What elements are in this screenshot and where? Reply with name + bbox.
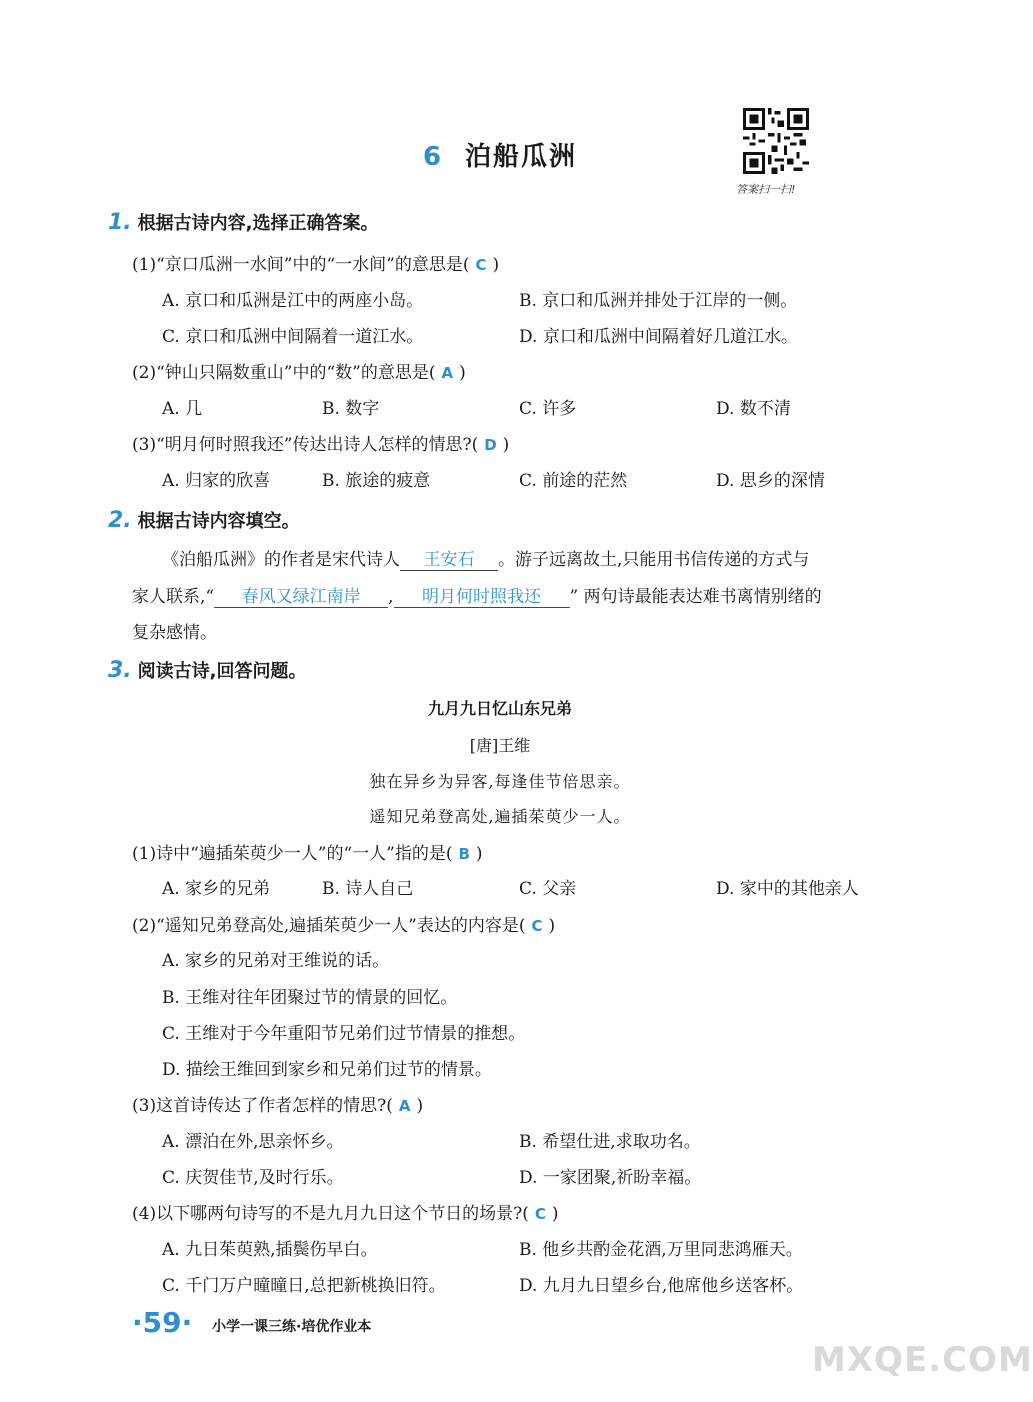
q3-1-stem: (1)诗中“遍插茱萸少一人”的“一人”指的是( B ): [132, 844, 483, 864]
poem-line: 独在异乡为异客,每逢佳节倍思亲。: [369, 772, 631, 791]
q2-line-1: 《泊船瓜洲》的作者是宋代诗人 王安石 。游子远离故土,只能用书信传递的方式与: [162, 545, 809, 571]
option[interactable]: B. 旅途的疲意: [322, 471, 431, 491]
option[interactable]: B. 诗人自己: [322, 879, 414, 899]
q1-3-stem: (3)“明月何时照我还”传达出诗人怎样的情思?( D ): [132, 435, 510, 455]
option[interactable]: B. 王维对往年团聚过节的情景的回忆。: [162, 988, 458, 1008]
section-title: 阅读古诗,回答问题。: [137, 661, 307, 682]
option[interactable]: C. 父亲: [519, 879, 577, 899]
answer: C: [534, 1205, 546, 1223]
option[interactable]: B. 希望仕进,求取功名。: [519, 1132, 701, 1152]
qr-caption: 答案扫一扫!: [736, 183, 796, 196]
section-1-heading: [108, 209, 379, 235]
option[interactable]: D. 九月九日望乡台,他席他乡送客杯。: [519, 1276, 804, 1296]
answer: C: [475, 256, 487, 274]
page-number: ·59·: [132, 1306, 193, 1339]
answer: B: [458, 845, 470, 863]
option[interactable]: A. 京口和瓜洲是江中的两座小岛。: [162, 291, 424, 311]
option[interactable]: A. 归家的欣喜: [162, 471, 271, 491]
q2-line-2: 家人联系,“ 春风又绿江南岸 , 明月何时照我还 ” 两句诗最能表达难书离情别绪的: [132, 582, 822, 608]
option[interactable]: C. 庆贺佳节,及时行乐。: [162, 1168, 344, 1188]
option[interactable]: D. 数不清: [716, 399, 791, 419]
fill-blank[interactable]: 王安石: [400, 545, 498, 571]
fill-blank[interactable]: 明月何时照我还: [394, 582, 570, 608]
section-2-heading: [108, 507, 300, 533]
section-number: 1.: [108, 210, 132, 235]
option[interactable]: A. 家乡的兄弟对王维说的话。: [162, 951, 390, 971]
q1-1-stem: (1)“京口瓜洲一水间”中的“一水间”的意思是( C ): [132, 255, 500, 275]
option[interactable]: D. 家中的其他亲人: [716, 879, 859, 899]
answer: D: [484, 436, 497, 454]
lesson-title: 泊船瓜洲: [465, 142, 578, 172]
poem-author: [唐]王维: [469, 736, 531, 755]
poem-title: 九月九日忆山东兄弟: [427, 699, 572, 718]
book-title: 小学一课三练·培优作业本: [212, 1319, 372, 1335]
qr-code-icon[interactable]: [743, 108, 809, 174]
option[interactable]: B. 数字: [322, 399, 380, 419]
option[interactable]: A. 漂泊在外,思亲怀乡。: [162, 1132, 344, 1152]
q2-line-3: 复杂感情。: [132, 623, 217, 643]
option[interactable]: A. 家乡的兄弟: [162, 879, 271, 899]
answer: A: [441, 364, 454, 382]
q3-2-stem: (2)“遥知兄弟登高处,遍插茱萸少一人”表达的内容是( C ): [132, 916, 556, 936]
q3-4-stem: (4)以下哪两句诗写的不是九月九日这个节日的场景?( C ): [132, 1204, 559, 1224]
lesson-number: 6: [422, 142, 444, 172]
section-number: 3.: [108, 658, 132, 683]
option[interactable]: C. 王维对于今年重阳节兄弟们过节情景的推想。: [162, 1024, 526, 1044]
fill-blank[interactable]: 春风又绿江南岸: [214, 582, 388, 608]
option[interactable]: B. 他乡共酌金花酒,万里同悲鸿雁天。: [519, 1240, 803, 1260]
option[interactable]: C. 前途的茫然: [519, 471, 628, 491]
option[interactable]: D. 思乡的深情: [716, 471, 825, 491]
option[interactable]: C. 许多: [519, 399, 577, 419]
answer: C: [531, 917, 543, 935]
option[interactable]: D. 描绘王维回到家乡和兄弟们过节的情景。: [162, 1060, 492, 1080]
option[interactable]: A. 几: [162, 399, 203, 419]
q3-3-stem: (3)这首诗传达了作者怎样的情思?( A ): [132, 1096, 424, 1116]
q1-2-stem: (2)“钟山只隔数重山”中的“数”的意思是( A ): [132, 363, 466, 383]
poem-line: 遥知兄弟登高处,遍插茱萸少一人。: [369, 807, 631, 826]
section-3-heading: [108, 657, 307, 683]
watermark: MXQE.COM: [812, 1340, 1033, 1380]
option[interactable]: C. 京口和瓜洲中间隔着一道江水。: [162, 327, 424, 347]
option[interactable]: D. 一家团聚,祈盼幸福。: [519, 1168, 702, 1188]
section-number: 2.: [108, 508, 132, 533]
option[interactable]: D. 京口和瓜洲中间隔着好几道江水。: [519, 327, 798, 347]
option[interactable]: A. 九日茱萸熟,插鬓伤早白。: [162, 1240, 378, 1260]
option[interactable]: C. 千门万户曈曈日,总把新桃换旧符。: [162, 1276, 446, 1296]
section-title: 根据古诗内容填空。: [137, 511, 300, 532]
page-title: [0, 136, 1000, 173]
option[interactable]: B. 京口和瓜洲并排处于江岸的一侧。: [519, 291, 798, 311]
section-title: 根据古诗内容,选择正确答案。: [137, 213, 379, 234]
answer: A: [398, 1097, 411, 1115]
